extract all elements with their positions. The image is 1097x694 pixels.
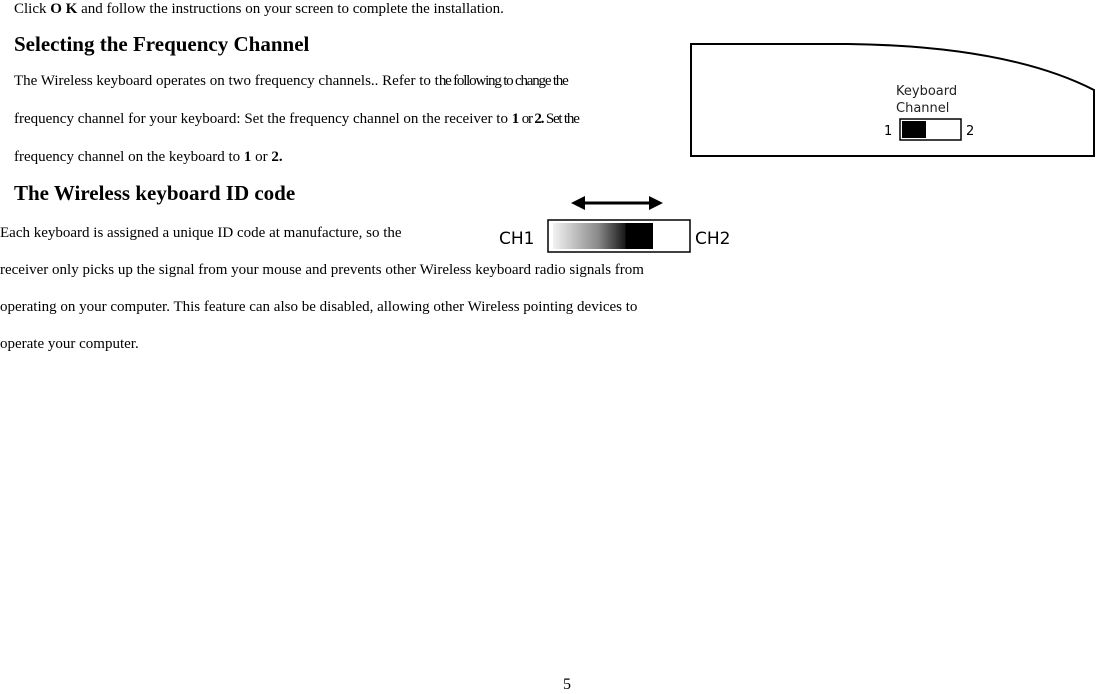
keyboard-channel-num-1: 1 — [884, 124, 893, 139]
switch-slider — [553, 223, 653, 249]
ch2-label: CH2 — [695, 229, 731, 249]
ok-keyword: O K — [50, 1, 78, 17]
keyboard-channel-label-2: Channel — [896, 101, 950, 116]
keyboard-channel-label-1: Keyboard — [896, 84, 958, 99]
id-code-para-line-1: Each keyboard is assigned a unique ID code at manufacture, so the — [0, 225, 402, 241]
ch1-label: CH1 — [499, 229, 535, 249]
frequency-para-line-1: The Wireless keyboard operates on two frequency channels.. Refer to the following to change the — [14, 73, 568, 89]
id-code-para-line-3: operating on your computer. This feature can also be disabled, allowing other Wireless pointing devices to — [0, 299, 638, 315]
keyboard-outline — [691, 44, 1094, 156]
heading-frequency-channel: Selecting the Frequency Channel — [14, 32, 310, 56]
heading-keyboard-id-code: The Wireless keyboard ID code — [14, 181, 296, 205]
keyboard-switch-knob — [902, 121, 926, 138]
frequency-para-line-2: frequency channel for your keyboard: Set the frequency channel on the receiver to 1 or 2. Set the — [14, 111, 579, 127]
keyboard-channel-num-2: 2 — [966, 124, 975, 139]
arrow-left-head-icon — [571, 196, 585, 210]
keyboard-channel-figure — [688, 40, 1097, 160]
channel-switch-figure — [495, 190, 745, 256]
install-instruction: Click O K and follow the instructions on your screen to complete the installation. — [14, 1, 504, 17]
page-number: 5 — [563, 676, 571, 693]
id-code-para-line-4: operate your computer. — [0, 336, 139, 352]
id-code-para-line-2: receiver only picks up the signal from your mouse and prevents other Wireless keyboard radio signals from — [0, 262, 644, 278]
arrow-right-head-icon — [649, 196, 663, 210]
frequency-para-line-3: frequency channel on the keyboard to 1 or 2. — [14, 149, 283, 165]
